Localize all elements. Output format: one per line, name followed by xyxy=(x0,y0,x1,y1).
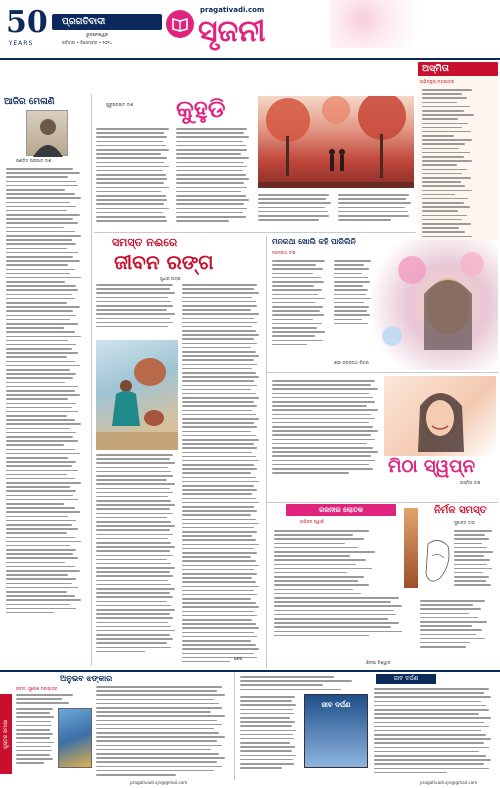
masthead-floral-art xyxy=(330,0,440,48)
bottom-divider-1 xyxy=(234,672,235,780)
kuhudi-body-col3 xyxy=(258,194,334,223)
masthead-bar xyxy=(52,14,162,30)
asmita-heading: ଅସ୍ମିତା xyxy=(422,64,449,74)
tear-poem-title-bar xyxy=(286,504,396,516)
main-story-byline: ସୁଧୀର ନାୟକ xyxy=(160,276,181,281)
author-photo xyxy=(26,110,68,156)
sweet-dream-section xyxy=(270,376,498,500)
main-story-body-col2 xyxy=(182,284,262,665)
logo-number: 50 xyxy=(6,5,48,40)
asmita-byline: ଅଭିମନ୍ୟୁ ମହାପାତ୍ର xyxy=(420,79,455,84)
paper-name: ପ୍ରଗତିବାଦୀ xyxy=(62,17,106,27)
book-review-body-right xyxy=(96,686,230,778)
website-label[interactable]: pragativadi.com xyxy=(200,6,265,14)
logo-years: YEARS xyxy=(8,40,34,47)
smiling-girl-illustration xyxy=(384,376,496,456)
abstract-face-illustration xyxy=(404,508,418,588)
book-review-section xyxy=(0,672,232,780)
asmita-heading-bar xyxy=(418,62,498,76)
tear-poem-signoff: ଶିଳ୍ପୀ ବିଶ୍ୱାଳ xyxy=(366,660,391,665)
kuhudi-body-col4 xyxy=(338,194,414,223)
sweet-dream-signoff: ଅସ୍ମିତା ଦାସ xyxy=(460,480,481,485)
kuhudi-section xyxy=(94,94,416,230)
poem-center-rule xyxy=(266,372,498,373)
left-column xyxy=(4,96,88,666)
city-label: ଭୁବନେଶ୍ୱର xyxy=(86,33,109,38)
poem-center-body-col2 xyxy=(334,260,374,327)
date-label: ରବିବାର • ଡିସେମ୍ବର • ୨୦୨୪ xyxy=(62,40,113,45)
main-story xyxy=(94,236,264,668)
book-review-meta xyxy=(16,694,82,707)
author-byline: ପଣ୍ଡିତ ପ୍ରଭାତ ଦାଶ xyxy=(16,158,52,163)
nirmal-body-lower xyxy=(420,600,496,650)
sweet-dream-title: ମିଠା ସ୍ୱପ୍ନ xyxy=(388,456,476,477)
woman-pottery-illustration xyxy=(96,340,178,450)
jiba-darpana-meta xyxy=(240,676,370,693)
sweet-dream-rule xyxy=(266,502,498,503)
poem-center-byline: ଜଗନ୍ନାଥ ଦାସ xyxy=(272,250,296,255)
book-cover-image xyxy=(58,708,92,768)
jiba-darpana-title-bar xyxy=(376,674,436,684)
book-review-author-label: ରଚନା: ସୁରେଶ ମହାପାତ୍ର xyxy=(16,686,58,691)
book-icon xyxy=(166,10,194,38)
book-review-side-tag-text: ପୁସ୍ତକ ସମୀକ୍ଷା xyxy=(3,719,9,749)
jiba-darpana-cover-text: ଜୀବ ଦର୍ପଣ xyxy=(321,701,351,709)
tear-poem-title: ରଜନୀର ଲୋତକ xyxy=(318,506,364,514)
masthead-divider xyxy=(0,58,500,60)
anniversary-logo xyxy=(6,5,48,58)
kuhudi-body-col2 xyxy=(176,128,252,224)
section-title: ସୃଜନୀ xyxy=(198,14,266,49)
tear-poem-section xyxy=(270,504,414,668)
left-column-heading: ଆଜିର ମେଳାଣି xyxy=(4,97,55,107)
jiba-darpana-section xyxy=(238,672,498,780)
main-story-title-line2: ଜୀବନ ରଙ୍ଗ xyxy=(114,250,214,274)
tear-poem-byline: ଅଭିନ୍ନ ସ୍ୱାଇଁ xyxy=(300,519,325,524)
kuhudi-heading: କୁହୁଡି xyxy=(176,95,226,123)
nirmal-section xyxy=(418,504,498,668)
book-review-side-tag xyxy=(0,694,12,774)
autumn-couple-illustration xyxy=(258,96,414,188)
nirmal-byline: ସୁକାନ୍ତ ଦାସ xyxy=(454,520,475,525)
poem-center-body-col1 xyxy=(272,260,330,348)
poem-center-signoff: ଶ୍ରୀ ଜଗନ୍ନାଥ ବିହାର xyxy=(334,360,369,365)
kuhudi-rule xyxy=(94,232,416,233)
kuhudi-byline: ଗୁରୁପ୍ରସାଦ ଦାଶ xyxy=(106,102,134,107)
main-story-body-col1 xyxy=(96,454,178,655)
footer-email-right[interactable]: pragativadi.sjn@gmail.com xyxy=(420,780,478,785)
nirmal-body xyxy=(454,530,498,589)
masthead xyxy=(0,0,500,66)
jiba-darpana-body-right xyxy=(374,688,496,776)
left-column-body xyxy=(6,168,86,616)
main-story-title-line1: ସମସ୍ତ ନଈରେ xyxy=(112,236,178,249)
kuhudi-body-col1 xyxy=(96,128,172,224)
main-story-rule xyxy=(266,236,267,668)
main-story-end-mark: ଶେଷ xyxy=(234,656,243,661)
jiba-darpana-body-left xyxy=(240,696,300,771)
poem-center-title: ମନକଥା ଖୋଲି କହି ପାରିଲିନି xyxy=(272,237,356,246)
tear-poem-body xyxy=(274,530,410,639)
main-story-intro xyxy=(96,284,178,330)
left-column-rule xyxy=(91,94,92,666)
jiba-darpana-title: ଜୀବ ଦର୍ପଣ xyxy=(393,675,419,682)
sweet-dream-body xyxy=(272,380,382,476)
nirmal-sketch-illustration xyxy=(418,534,458,594)
book-review-body-left xyxy=(16,708,56,767)
nirmal-title: ନିର୍ମଳ ସମସ୍ତ xyxy=(434,505,487,516)
jiba-darpana-cover xyxy=(304,694,368,768)
floral-woman-portrait xyxy=(372,240,498,370)
book-review-title: ଅନୁଭବ ଝଙ୍କାର xyxy=(60,674,113,683)
footer-email-left[interactable]: pragativadi.sjn@gmail.com xyxy=(130,780,188,785)
